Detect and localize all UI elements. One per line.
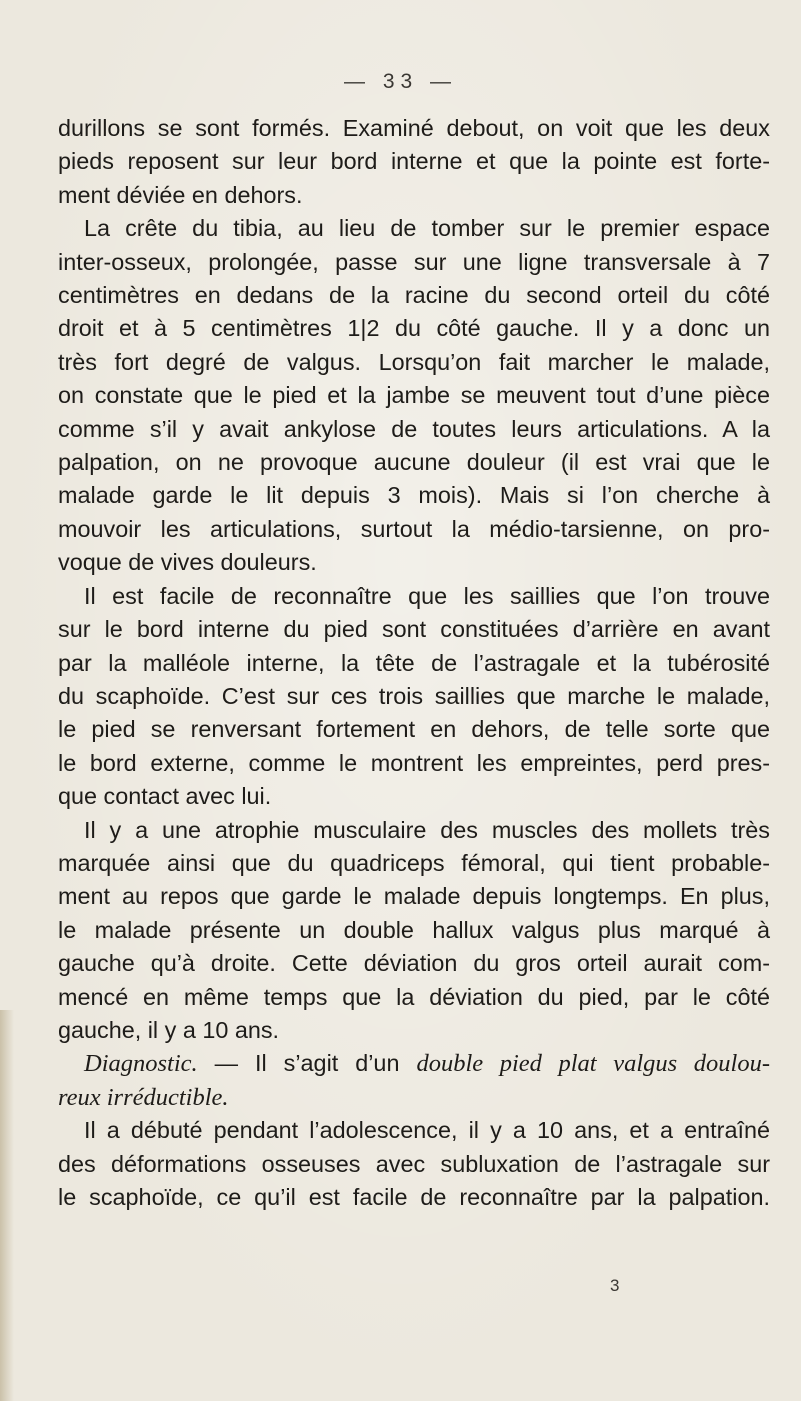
- text-line: ment déviée en dehors.: [58, 181, 303, 208]
- text-line: pieds reposent sur leur bord interne et que la pointe est forte-: [58, 148, 770, 175]
- text-line: inter-osseux, prolongée, passe sur une ligne transversale à 7: [58, 248, 770, 275]
- diagnosis-dash: — Il s’agit d’un: [197, 1050, 417, 1077]
- text-line: gauche, il y a 10 ans.: [58, 1016, 280, 1043]
- page-edge-stain: [0, 1010, 14, 1401]
- text-line: que contact avec lui.: [58, 783, 272, 810]
- body-text: [58, 112, 770, 1214]
- text-line: marquée ainsi que du quadriceps fémoral, qui tient probable-: [58, 849, 770, 876]
- text-line: palpation, on ne provoque aucune douleur (il est vrai que le: [58, 449, 770, 476]
- diagnosis-italic-1: double pied plat valgus doulou-: [416, 1050, 770, 1078]
- text-line: comme s’il y avait ankylose de toutes leurs articulations. A la: [58, 415, 770, 442]
- text-line: voque de vives douleurs.: [58, 549, 317, 576]
- text-line: Il est facile de reconnaître que les saillies que l’on trouve: [84, 582, 770, 609]
- text-line: ment au repos que garde le malade depuis longtemps. En plus,: [58, 883, 770, 910]
- text-line: on constate que le pied et la jambe se meuvent tout d’une pièce: [58, 382, 770, 409]
- text-line: mouvoir les articulations, surtout la médio-tarsienne, on pro-: [58, 515, 770, 542]
- text-line: sur le bord interne du pied sont constituées d’arrière en avant: [58, 616, 770, 643]
- diagnosis-label: Diagnostic.: [84, 1050, 198, 1078]
- text-line: centimètres en dedans de la racine du second orteil du côté: [58, 282, 770, 309]
- text-line: La crête du tibia, au lieu de tomber sur le premier espace: [84, 215, 770, 242]
- text-line: mencé en même temps que la déviation du pied, par le côté: [58, 983, 770, 1010]
- text-line: gauche qu’à droite. Cette déviation du gros orteil aurait com-: [58, 950, 770, 977]
- text-line: droit et à 5 centimètres 1|2 du côté gauche. Il y a donc un: [58, 315, 770, 342]
- text-line: durillons se sont formés. Examiné debout, on voit que les deux: [58, 115, 770, 141]
- text-line: par la malléole interne, la tête de l’astragale et la tubérosité: [58, 649, 770, 676]
- page-number: — 33 —: [343, 70, 458, 93]
- diagnosis-line-2: [58, 1081, 770, 1114]
- signature-mark: 3: [610, 1276, 620, 1295]
- text-line: malade garde le lit depuis 3 mois). Mais si l’on cherche à: [58, 482, 770, 509]
- diagnosis-line: [58, 1047, 770, 1080]
- text-line: Il a débuté pendant l’adolescence, il y a 10 ans, et a entraîné: [84, 1117, 770, 1144]
- text-line: le bord externe, comme le montrent les empreintes, perd pres-: [58, 749, 770, 776]
- text-line: le malade présente un double hallux valgus plus marqué à: [58, 916, 770, 943]
- text-line: très fort degré de valgus. Lorsqu’on fait marcher le malade,: [58, 348, 770, 375]
- text-line: Il y a une atrophie musculaire des muscles des mollets très: [84, 816, 770, 843]
- text-line: du scaphoïde. C’est sur ces trois saillies que marche le malade,: [58, 682, 770, 709]
- text-line: le pied se renversant fortement en dehors, de telle sorte que: [58, 716, 770, 743]
- diagnosis-italic-2: reux irréductible.: [58, 1083, 229, 1111]
- text-line: le scaphoïde, ce qu’il est facile de reconnaître par la palpation.: [58, 1184, 770, 1210]
- text-line: des déformations osseuses avec subluxation de l’astragale sur: [58, 1150, 770, 1177]
